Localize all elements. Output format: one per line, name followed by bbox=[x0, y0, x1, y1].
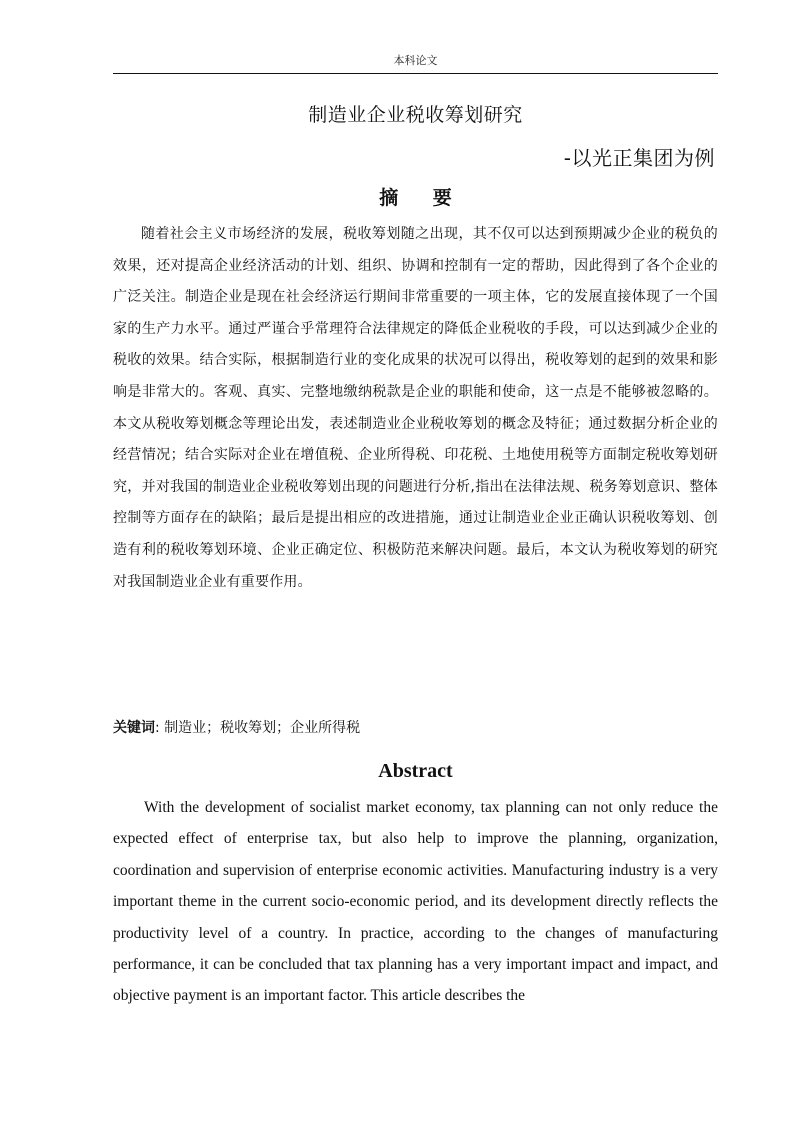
running-header: 本科论文 bbox=[393, 54, 438, 67]
keywords-line bbox=[113, 716, 718, 740]
thesis-title: 制造业企业税收筹划研究 bbox=[308, 104, 523, 126]
english-abstract-heading: Abstract bbox=[378, 760, 453, 782]
chinese-abstract-heading: 摘 要 bbox=[379, 187, 466, 209]
header-rule bbox=[113, 73, 718, 74]
chinese-abstract-body: 随着社会主义市场经济的发展，税收筹划随之出现，其不仅可以达到预期减少企业的税负的效果，还对提高企业经济活动的计划、组织、协调和控制有一定的帮助，因此得到了各个企业的广泛关注。制造企业是现在社会经济运行期间非常重要的一项主体，它的发展直接体现了一个国家的生产力水平。通过严谨合乎常理符合法律规定的降低企业税收的手段，可以达到减少企业的税收的效果。结合实际，根据制造行业的变化成果的状况可以得出，税收筹划的起到的效果和影响是非常大的。客观、真实、完整地缴纳税款是企业的职能和使命，这一点是不能够被忽略的。本文从税收筹划概念等理论出发，表述制造业企业税收筹划的概念及特征；通过数据分析企业的经营情况；结合实际对企业在增值税、企业所得税、印花税、土地使用税等方面制定税收筹划研究，并对我国的制造业企业税收筹划出现的问题进行分析,指出在法律法规、税务筹划意识、整体控制等方面存在的缺陷；最后是提出相应的改进措施，通过让制造业企业正确认识税收筹划、创造有利的税收筹划环境、企业正确定位、积极防范来解决问题。最后，本文认为税收筹划的研究对我国制造业企业有重要作用。 bbox=[113, 226, 718, 590]
keywords-label: 关键词 bbox=[113, 720, 155, 736]
english-abstract-body: With the development of socialist market economy, tax planning can not only reduce the expected effect of enterprise tax, but also help to improve the planning, organization, coordination and supervision of enterprise economic activities. Manufacturing industry is a very important theme in the current socio-economic period, and its development directly reflects the productivity level of a country. In practice, according to the changes of manufacturing performance, it can be concluded that tax planning has a very important impact and impact, and objective payment is an important factor. This article describes the bbox=[113, 799, 718, 1005]
keywords-values: 制造业；税收筹划；企业所得税 bbox=[164, 720, 361, 736]
keywords-separator: : bbox=[155, 720, 160, 736]
thesis-subtitle: -以光正集团为例 bbox=[563, 146, 715, 170]
